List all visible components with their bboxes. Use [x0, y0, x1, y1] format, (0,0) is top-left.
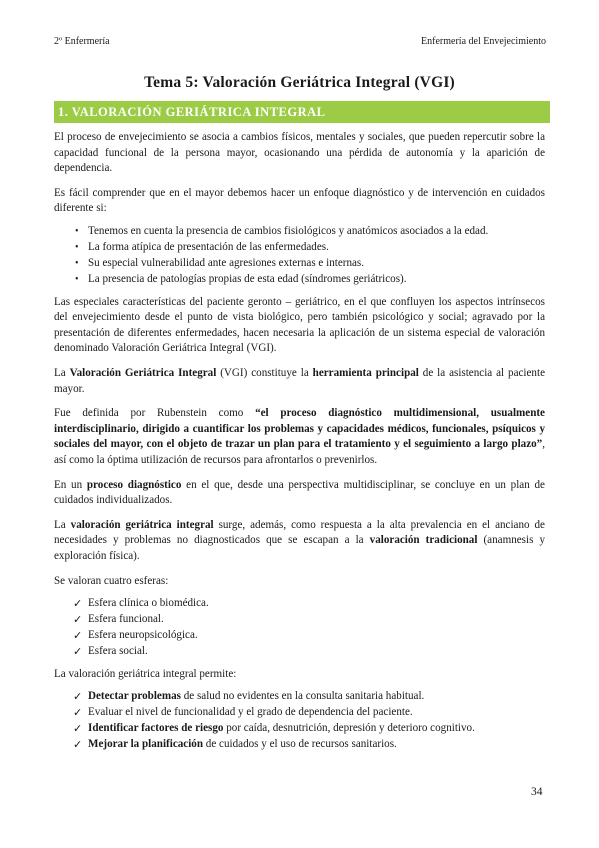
list-item: • Tenemos en cuenta la presencia de cambios fisiológicos y anatómicos asociados a la edad.: [54, 224, 545, 240]
list-item: ✓ Evaluar el nivel de funcionalidad y el grado de dependencia del paciente.: [73, 706, 413, 720]
paragraph-spheres-intro: Se valoran cuatro esferas:: [54, 574, 169, 587]
paragraph-benefits-intro: La valoración geriátrica integral permite:: [54, 667, 237, 680]
page-number: 34: [531, 786, 543, 798]
list-item: ✓ Esfera funcional.: [73, 613, 164, 626]
checkmark-icon: ✓: [73, 644, 83, 658]
list-item: ✓ Detectar problemas de salud no evidentes en la consulta sanitaria habitual.: [73, 690, 425, 704]
list-item: ✓ Esfera social.: [73, 644, 148, 658]
checkmark-icon: ✓: [73, 738, 83, 752]
list-item: ✓ Mejorar la planificación de cuidados y el uso de recursos sanitarios.: [73, 738, 397, 752]
paragraph-approach: Es fácil comprender que en el mayor debemos hacer un enfoque diagnóstico y de intervención en cuidados diferente si:: [54, 186, 545, 215]
header-right: Enfermería del Envejecimiento: [421, 36, 546, 47]
paragraph-traditional-assessment: La valoración geriátrica integral surge, además, como respuesta a la alta prevalencia en el anciano de necesidades y problemas no diagnosticados que se escapan a la valoración tradicional (anamnesis y exploración física).: [54, 518, 545, 562]
paragraph-intro: El proceso de envejecimiento se asocia a cambios físicos, mentales y sociales, que pueden repercutir sobre la capacidad funcional de la persona mayor, ocasionando una pérdida de autonomía y la aparición de dependencia.: [54, 131, 545, 175]
checklist-spheres: [54, 596, 545, 660]
header-left: 2º Enfermería: [54, 36, 110, 47]
checkmark-icon: ✓: [73, 597, 83, 611]
section-heading: 1. VALORACIÓN GERIÁTRICA INTEGRAL: [54, 101, 550, 123]
document-body: [54, 130, 545, 760]
checkmark-icon: ✓: [73, 613, 83, 626]
bullet-icon: •: [75, 241, 79, 253]
bullet-icon: •: [75, 257, 79, 269]
paragraph-vgi-definition: La Valoración Geriátrica Integral (VGI) constituye la herramienta principal de la asistencia al paciente mayor.: [54, 366, 545, 395]
bullet-icon: •: [75, 225, 79, 237]
checkmark-icon: ✓: [73, 706, 83, 720]
list-item: • La presencia de patologías propias de esta edad (síndromes geriátricos).: [54, 272, 545, 288]
paragraph-rubenstein: Fue definida por Rubenstein como “el proceso diagnóstico multidimensional, usualmente interdisciplinario, dirigido a cuantificar los problemas y capacidades médicos, funcionales, psíquicos y sociales del mayor, con el objeto de trazar un plan para el tratamiento y el seguimiento a largo plazo”, así como la óptima utilización de recursos para afrontarlos o prevenirlos.: [54, 407, 545, 466]
checklist-benefits: [54, 689, 545, 753]
bullet-list-differences: [54, 224, 545, 288]
paragraph-diagnostic-process: En un proceso diagnóstico en el que, desde una perspectiva multidisciplinar, se concluye en un plan de cuidados individualizados.: [54, 478, 545, 507]
paragraph-characteristics: Las especiales características del paciente geronto – geriátrico, en el que confluyen los aspectos intrínsecos del envejecimiento desde el punto de vista biológico, pero también psicológico y social; agravado por la presentación de diferentes enfermedades, hacen necesaria la aplicación de un sistema especial de valoración denominado Valoración Geriátrica Integral (VGI).: [54, 295, 545, 355]
checkmark-icon: ✓: [73, 690, 83, 704]
list-item: ✓ Identificar factores de riesgo por caída, desnutrición, depresión y deterioro cognitivo.: [73, 722, 475, 736]
list-item: • La forma atípica de presentación de las enfermedades.: [54, 240, 545, 256]
bullet-icon: •: [75, 273, 79, 285]
checkmark-icon: ✓: [73, 628, 83, 642]
list-item: ✓ Esfera neuropsicológica.: [73, 628, 198, 642]
checkmark-icon: ✓: [73, 722, 83, 736]
list-item: • Su especial vulnerabilidad ante agresiones externas e internas.: [54, 256, 545, 272]
page-header: [54, 36, 546, 50]
page-title: Tema 5: Valoración Geriátrica Integral (VGI): [144, 74, 455, 91]
list-item: ✓ Esfera clínica o biomédica.: [73, 597, 209, 611]
